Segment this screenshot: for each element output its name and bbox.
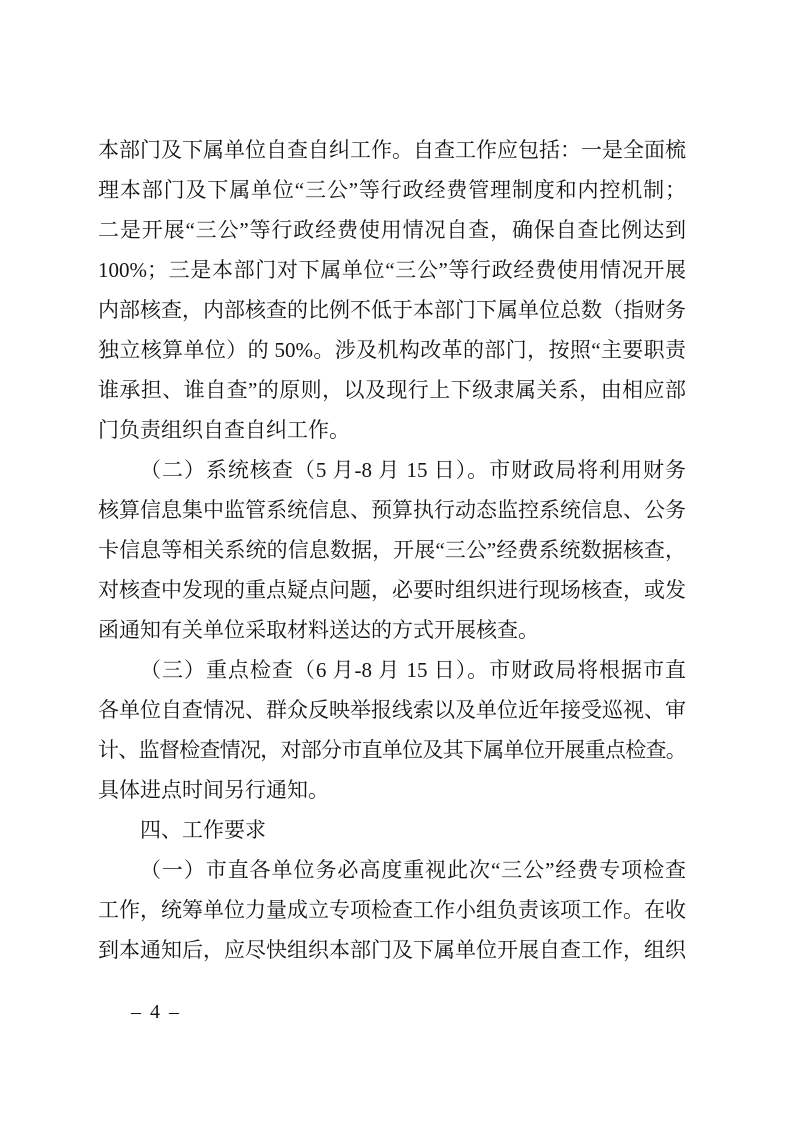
text-line: 门负责组织自查自纠工作。 xyxy=(98,418,350,442)
text-line: 理本部门及下属单位“三公”等行政经费管理制度和内控机制； xyxy=(98,178,686,202)
document-body xyxy=(98,130,686,970)
text-line: （三）重点检查（6 月-8 月 15 日）。市财政局将根据市直 xyxy=(140,658,686,682)
page-number: – 4 – xyxy=(131,1001,181,1023)
text-line: 工作，统筹单位力量成立专项检查工作小组负责该项工作。在收 xyxy=(98,898,686,922)
text-line: （二）系统核查（5 月-8 月 15 日）。市财政局将利用财务 xyxy=(140,458,686,482)
text-line: 计、监督检查情况，对部分市直单位及其下属单位开展重点检查。 xyxy=(98,738,686,762)
text-line: 卡信息等相关系统的信息数据，开展“三公”经费系统数据核查， xyxy=(98,538,686,562)
text-line: 内部核查，内部核查的比例不低于本部门下属单位总数（指财务 xyxy=(98,298,686,322)
text-line: 核算信息集中监管系统信息、预算执行动态监控系统信息、公务 xyxy=(98,498,686,522)
text-line: 四、工作要求 xyxy=(140,818,266,842)
text-line: 函通知有关单位采取材料送达的方式开展核查。 xyxy=(98,618,539,642)
text-line: 谁承担、谁自查”的原则，以及现行上下级隶属关系，由相应部 xyxy=(98,378,686,402)
text-line: （一）市直各单位务必高度重视此次“三公”经费专项检查 xyxy=(140,858,686,882)
text-line: 对核查中发现的重点疑点问题，必要时组织进行现场核查，或发 xyxy=(98,578,686,602)
text-line: 100%；三是本部门对下属单位“三公”等行政经费使用情况开展 xyxy=(98,258,686,282)
text-line: 二是开展“三公”等行政经费使用情况自查，确保自查比例达到 xyxy=(98,218,686,242)
text-line: 本部门及下属单位自查自纠工作。自查工作应包括：一是全面梳 xyxy=(98,138,686,162)
text-line: 各单位自查情况、群众反映举报线索以及单位近年接受巡视、审 xyxy=(98,698,686,722)
text-line: 独立核算单位）的 50%。涉及机构改革的部门，按照“主要职责 xyxy=(98,338,686,362)
text-line: 具体进点时间另行通知。 xyxy=(98,778,329,802)
text-line: 到本通知后，应尽快组织本部门及下属单位开展自查工作，组织 xyxy=(98,938,686,962)
